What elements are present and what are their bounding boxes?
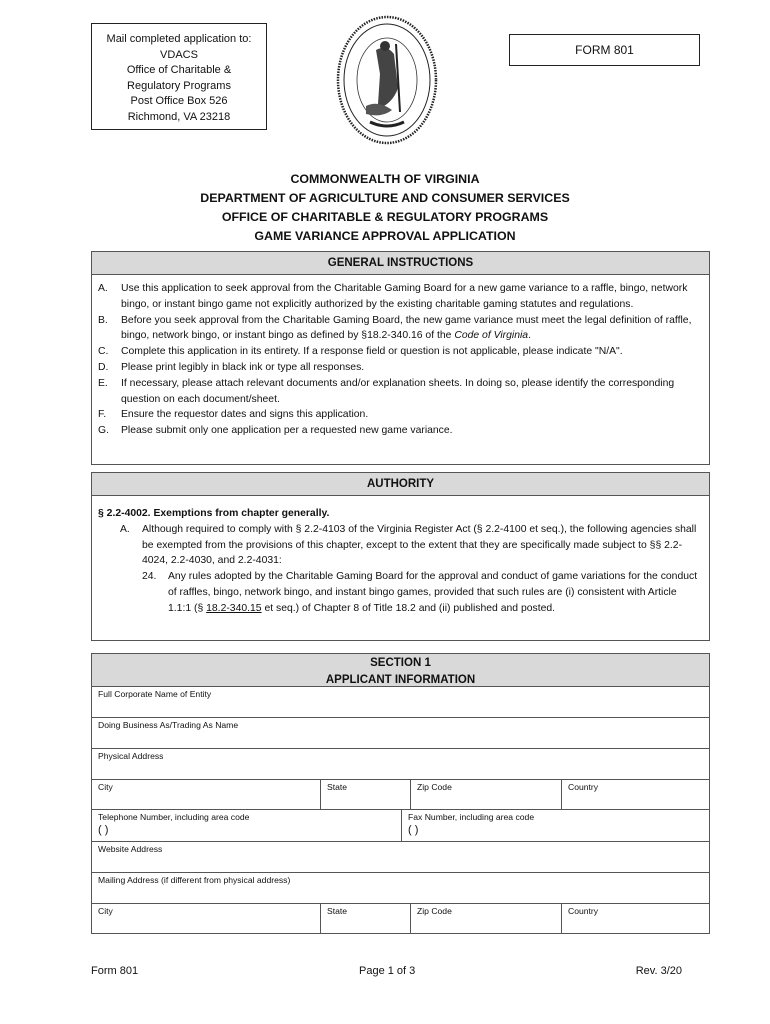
mail-line: VDACS (160, 48, 198, 61)
row-phone-fax (91, 810, 710, 842)
instruction-item (98, 407, 701, 423)
title-commonwealth: COMMONWEALTH OF VIRGINIA (290, 172, 480, 186)
instruction-item (98, 360, 701, 376)
instruction-letter: C. (98, 346, 109, 358)
instruction-text: Before you seek approval from the Charitable Gaming Board, the new game variance must meet the legal definition of raffle, bingo, network bingo, or instant bingo as defined by §18.2-340.16 of the Code of Virginia. (121, 314, 692, 342)
website-field[interactable] (92, 842, 709, 872)
title-application: GAME VARIANCE APPROVAL APPLICATION (254, 229, 516, 243)
zip-code-field[interactable] (410, 780, 561, 809)
fax-field[interactable] (401, 810, 709, 841)
footer-form-number: Form 801 (91, 965, 139, 977)
paragraph-letter: A. (120, 523, 130, 535)
field-label: Zip Code (417, 782, 452, 792)
section-heading: AUTHORITY (366, 478, 435, 490)
row-physical-address (91, 749, 710, 780)
field-label: Zip Code (417, 906, 452, 916)
instruction-text: Ensure the requestor dates and signs this application. (121, 409, 369, 421)
mailing-state-field[interactable] (320, 904, 410, 933)
dba-name-field[interactable] (92, 718, 709, 748)
instruction-letter: E. (98, 377, 108, 389)
field-label: City (98, 906, 113, 916)
statute-title: § 2.2-4002. Exemptions from chapter generally. (98, 508, 330, 519)
general-instructions-header (91, 251, 710, 275)
field-label: Fax Number, including area code (408, 812, 535, 822)
mail-line: Post Office Box 526 (130, 95, 228, 108)
authority-body (91, 496, 710, 641)
instruction-letter: F. (98, 409, 107, 421)
footer-revision: Rev. 3/20 (635, 965, 682, 977)
mail-line: Mail completed application to: (106, 33, 252, 45)
title-office: OFFICE OF CHARITABLE & REGULATORY PROGRAMS (221, 210, 549, 224)
mailing-city-field[interactable] (92, 904, 320, 933)
field-label: State (327, 782, 348, 792)
instruction-letter: B. (98, 314, 108, 326)
instruction-letter: D. (98, 361, 109, 373)
mailing-zip-code-field[interactable] (410, 904, 561, 933)
row-city-state-zip (91, 780, 710, 810)
area-code-parens: ( ) (408, 824, 419, 836)
field-label: City (98, 782, 113, 792)
code-of-virginia-citation: Code of Virginia (454, 330, 529, 342)
statute-item-24 (98, 569, 701, 616)
field-label: Country (568, 782, 599, 792)
footer-page-number: Page 1 of 3 (359, 965, 416, 977)
section1-header (91, 653, 710, 687)
field-label: Mailing Address (if different from physical address) (98, 875, 291, 885)
country-field[interactable] (561, 780, 709, 809)
paragraph-text: Although required to comply with § 2.2-4103 of the Virginia Register Act (§ 2.2-4100 et seq.), the following agencies shall be exempted from the provisions of this chapter, except to the extent that they are specifically made subject to §§ 2.2-4024, 2.2-4030, and 2.2-4031: (142, 523, 697, 567)
state-field[interactable] (320, 780, 410, 809)
section-heading: GENERAL INSTRUCTIONS (327, 257, 474, 269)
row-mailing-city-state-zip (91, 904, 710, 934)
instruction-text: Use this application to seek approval from the Charitable Gaming Board for a new game variance to a raffle, bingo, network bingo, or instant bingo game not explicitly authorized by the existing charitable gaming statutes and regulations. (121, 283, 688, 310)
instruction-item (98, 344, 701, 360)
field-label: State (327, 906, 348, 916)
instruction-letter: A. (98, 283, 108, 294)
instruction-item (98, 313, 701, 345)
statute-link[interactable]: 18.2-340.15 (206, 602, 262, 614)
mailing-instructions-box (91, 23, 267, 130)
authority-header (91, 472, 710, 496)
title-department: DEPARTMENT OF AGRICULTURE AND CONSUMER SERVICES (200, 191, 570, 205)
item-text: Any rules adopted by the Charitable Gaming Board for the approval and conduct of game variations for the conduct of raffles, bingo, network bingo, and instant bingo games, provided that such rules are (i) consistent with Article 1.1:1 (§ 18.2-340.15 et seq.) of Chapter 8 of Title 18.2 and (ii) published and posted. (168, 571, 698, 614)
section1-number: SECTION 1 (370, 657, 431, 669)
instruction-text: Complete this application in its entirety. If a response field or question is not applicable, please indicate "N/A". (121, 346, 623, 358)
row-corporate-name (91, 687, 710, 718)
city-field[interactable] (92, 780, 320, 809)
mailing-address-field[interactable] (92, 873, 709, 903)
instruction-text: Please print legibly in black ink or type all responses. (121, 361, 365, 373)
area-code-parens: ( ) (98, 824, 109, 836)
field-label: Telephone Number, including area code (98, 812, 250, 822)
field-label: Country (568, 906, 599, 916)
mailing-country-field[interactable] (561, 904, 709, 933)
mail-line: Regulatory Programs (127, 79, 231, 92)
physical-address-field[interactable] (92, 749, 709, 779)
field-label: Website Address (98, 844, 163, 854)
instruction-letter: G. (98, 425, 109, 437)
row-mailing-address (91, 873, 710, 904)
telephone-field[interactable] (92, 810, 401, 841)
form-number-box (509, 34, 700, 66)
item-number: 24. (142, 571, 157, 583)
field-label: Full Corporate Name of Entity (98, 689, 212, 699)
virginia-seal-icon (336, 14, 438, 146)
statute-paragraph-a (98, 522, 701, 569)
general-instructions-body (91, 275, 710, 465)
section1-title: APPLICANT INFORMATION (325, 674, 476, 686)
corporate-name-field[interactable] (92, 687, 709, 717)
instruction-text: If necessary, please attach relevant documents and/or explanation sheets. In doing so, please identify the corresponding question on each document/sheet. (121, 377, 675, 405)
form-number: FORM 801 (575, 43, 634, 57)
row-website (91, 842, 710, 873)
row-dba (91, 718, 710, 749)
instruction-item (98, 376, 701, 408)
field-label: Physical Address (98, 751, 164, 761)
mail-line: Office of Charitable & (126, 64, 232, 77)
field-label: Doing Business As/Trading As Name (98, 720, 239, 730)
document-title-block (0, 170, 770, 246)
instruction-item (98, 281, 701, 313)
instruction-text: Please submit only one application per a requested new game variance. (121, 425, 453, 437)
mail-line: Richmond, VA 23218 (127, 110, 231, 123)
instruction-item (98, 423, 701, 439)
